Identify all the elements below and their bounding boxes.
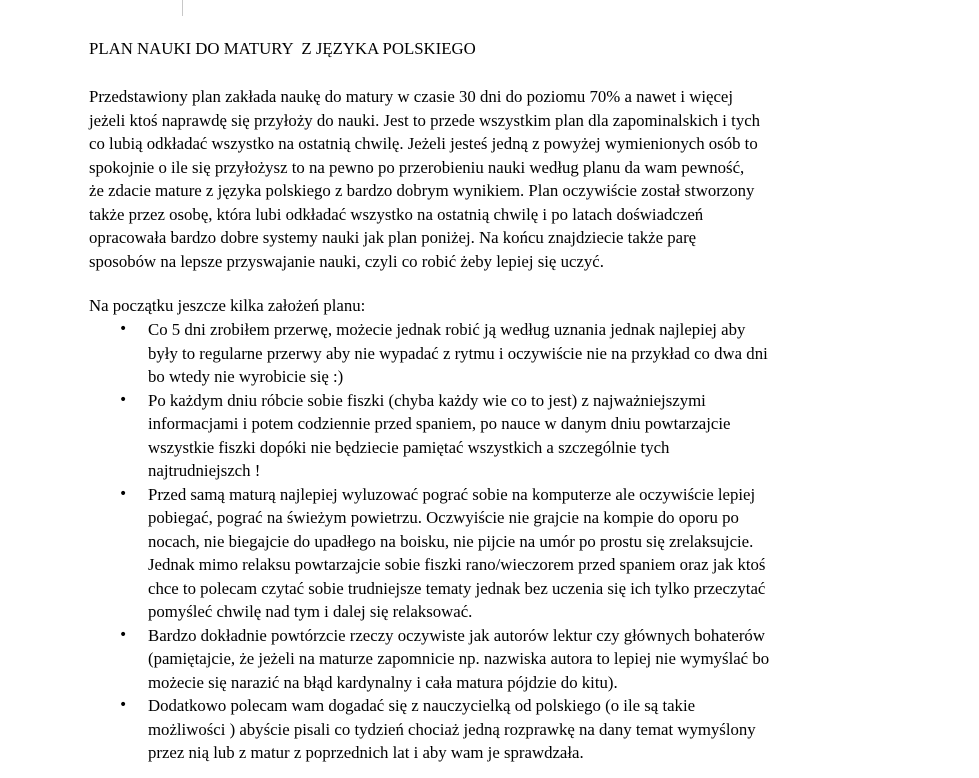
intro-line: opracowała bardzo dobre systemy nauki jak plan poniżej. Na końcu znajdziecie także parę [89,228,697,247]
list-item-line: (pamiętajcie, że jeżeli na maturze zapomnicie np. nazwiska autora to lepiej nie wymyślać bo [148,649,770,668]
list-item-line: nocach, nie biegajcie do upadłego na boisku, nie pijcie na umór po prostu się zrelaksujcie. [148,531,754,551]
list-item-line: pobiegać, pograć na świeżym powietrzu. Oczwyiście nie grajcie na kompie do oporu po [148,508,739,527]
list-item-line: Dodatkowo polecam wam dogadać się z nauczycielką od polskiego (o ile są takie [148,696,696,715]
list-item-line: przez nią lub z matur z poprzednich lat i aby wam je sprawdzała. [148,743,584,762]
list-item-line: pomyśleć chwilę nad tym i dalej się relaksować. [148,602,473,621]
list-item-line: Co 5 dni zrobiłem przerwę, możecie jednak robić ją według uznania jednak najlepiej aby [148,320,746,339]
assumptions-heading: Na początku jeszcze kilka założeń planu: [89,296,366,315]
list-item-flashcards [0,389,979,483]
list-item-line: możliwości ) abyście pisali co tydzień chociaż jedną rozprawkę na dany temat wymyślony [148,719,756,739]
intro-line: co lubią odkładać wszystko na ostatnią chwilę. Jeżeli jesteś jedną z powyżej wymienionych osób to [89,134,758,153]
bullet-icon: • [119,321,128,337]
bullet-icon: • [119,391,128,408]
list-item-line: możecie się narazić na błąd kardynalny i cała matura pójdzie do kitu). [148,672,618,692]
list-item-line: Po każdym dniu róbcie sobie fiszki (chyba każdy wie co to jest) z najważniejszymi [148,390,706,410]
document-title: PLAN NAUKI DO MATURY Z JĘZYKA POLSKIEGO [89,39,476,58]
list-item-line: były to regularne przerwy aby nie wypadać z rytmu i oczywiście nie na przykład co dwa dni [148,343,768,363]
assumptions-list [0,318,979,765]
list-item-line: bo wtedy nie wyrobicie się :) [148,367,344,386]
list-item-line: Przed samą maturą najlepiej wyluzować pograć sobie na komputerze ale oczywiście lepiej [148,484,756,504]
intro-line: Przedstawiony plan zakłada naukę do matury w czasie 30 dni do poziomu 70% a nawet i więcej [89,87,734,106]
list-item-line: najtrudniejszch ! [148,461,261,480]
intro-line: także przez osobę, która lubi odkładać wszystko na ostatnią chwilę i po latach doświadczeń [89,204,704,224]
list-item-line: informacjami i potem codziennie przed spaniem, po nauce w danym dniu powtarzajcie [148,414,731,433]
list-item-line: Jednak mimo relaksu powtarzajcie sobie fiszki rano/wieczorem przed spaniem oraz jak ktoś [148,555,766,574]
list-item-line: Bardzo dokładnie powtórzcie rzeczy oczywiste jak autorów lektur czy głównych bohaterów [148,625,765,645]
list-item-basics [0,624,979,695]
list-item-breaks [0,318,979,389]
list-item-line: chce to polecam czytać sobie trudniejsze tematy jednak bez uczenia się ich tylko przeczytać [148,578,766,598]
intro-line: spokojnie o ile się przyłożysz to na pewno po przerobieniu nauki według planu da wam pewność, [89,157,745,177]
list-item-essays [0,694,979,765]
bullet-icon: • [119,697,128,713]
intro-line: że zdacie mature z języka polskiego z bardzo dobrym wynikiem. Plan oczywiście został stworzony [89,181,755,200]
intro-paragraph [89,85,909,273]
list-item-line: wszystkie fiszki dopóki nie będziecie pamiętać wszystkich a szczególnie tych [148,437,670,457]
intro-line: jeżeli ktoś naprawdę się przyłoży do nauki. Jest to przede wszystkim plan dla zapominalskich i tych [89,110,761,130]
bullet-icon: • [119,485,128,502]
page-edge-rule [182,0,183,16]
intro-line: sposobów na lepsze przyswajanie nauki, czyli co robić żeby lepiej się uczyć. [89,251,604,271]
list-item-relax [0,483,979,624]
bullet-icon: • [119,626,128,643]
